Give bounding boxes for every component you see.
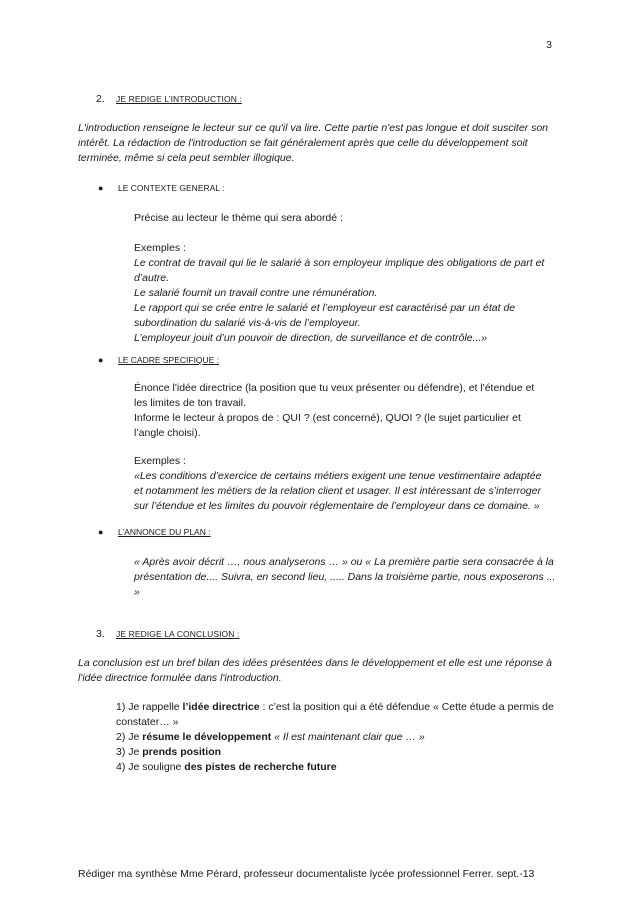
list-item: 1) Je rappelle l’idée directrice : c’est la position qui a été défendue « Cette étude a permis de (116, 701, 554, 713)
contexte-description: Précise au lecteur le thème qui sera abordé : (134, 212, 343, 224)
section-3-title: JE REDIGE LA CONCLUSION : (116, 629, 240, 639)
cadre-examples-label: Exemples : (134, 455, 186, 467)
bullet-icon: ● (98, 527, 104, 537)
example-line: et notamment les métiers de la relation client et usager. Il est intéressant de s’interroger (134, 485, 541, 497)
paragraph-line: l'idée directrice formulée dans l'introduction. (78, 672, 282, 684)
annonce-line: » (134, 586, 140, 598)
paragraph-line: L'introduction renseigne le lecteur sur ce qu'il va lire. Cette partie n'est pas longue et doit susciter son (78, 122, 549, 134)
description-line: l’angle choisi). (134, 427, 201, 439)
description-line: les limites de ton travail. (134, 397, 247, 409)
example-line: L’employeur jouit d’un pouvoir de direction, de surveillance et de contrôle...» (134, 332, 488, 344)
example-line: Le rapport qui se crée entre le salarié et l’employeur est caractérisé par un état de (134, 302, 516, 314)
example-line: subordination du salarié vis-à-vis de l’employeur. (134, 317, 361, 329)
list-item: 2) Je résume le développement « Il est maintenant clair que … » (116, 731, 425, 743)
paragraph-line: intérêt. La rédaction de l'introduction se fait généralement après que celle du développement soit (78, 137, 528, 149)
example-line: Le salarié fournit un travail contre une rémunération. (134, 287, 378, 299)
example-line: d’autre. (134, 272, 170, 284)
section-2-title: JE REDIGE L’INTRODUCTION : (116, 94, 242, 104)
list-item-continuation: constater… » (116, 716, 179, 728)
list-item: 3) Je prends position (116, 746, 222, 758)
conclusion-paragraph (78, 656, 568, 686)
example-line: Le contrat de travail qui lie le salarié à son employeur implique des obligations de part et (134, 257, 545, 269)
conclusion-steps (116, 700, 576, 775)
cadre-description (134, 381, 564, 441)
section-3-number: 3. (96, 628, 105, 640)
section-3-heading (96, 627, 239, 642)
annonce-text (134, 555, 564, 600)
bullet-annonce-plan (98, 525, 211, 540)
paragraph-line: terminée, même si cela peut sembler illogique. (78, 152, 295, 164)
description-line: Informe le lecteur à propos de : QUI ? (est concerné), QUOI ? (le sujet particulier et (134, 412, 521, 424)
introduction-paragraph (78, 121, 568, 166)
bullet-icon: ● (98, 183, 104, 193)
annonce-line: présentation de.... Suivra, en second lieu, ..... Dans la troisième partie, nous exposerons ... (134, 571, 556, 583)
paragraph-line: La conclusion est un bref bilan des idées présentées dans le développement et elle est une réponse à (78, 657, 552, 669)
example-line: sur l’étendue et les limites du pouvoir réglementaire de l’employeur dans ce domaine. » (134, 500, 540, 512)
list-item: 4) Je souligne des pistes de recherche future (116, 761, 337, 773)
cadre-title: LE CADRE SPECIFIQUE : (118, 355, 220, 365)
section-2-heading (96, 92, 242, 107)
cadre-examples (134, 469, 564, 514)
contexte-examples-label: Exemples : (134, 242, 186, 254)
bullet-icon: ● (98, 355, 104, 365)
annonce-line: « Après avoir décrit …, nous analyserons … » ou « La première partie sera consacrée à la (134, 556, 554, 568)
bullet-cadre-specifique (98, 353, 219, 368)
page-number: 3 (546, 39, 552, 51)
section-2-number: 2. (96, 93, 105, 105)
contexte-examples (134, 256, 564, 346)
contexte-title: LE CONTEXTE GENERAL : (118, 183, 225, 193)
page-footer: Rédiger ma synthèse Mme Pérard, professeur documentaliste lycée professionnel Ferrer. sept.-13 (78, 868, 535, 880)
bullet-contexte-general (98, 181, 224, 196)
example-line: «Les conditions d’exercice de certains métiers exigent une tenue vestimentaire adaptée (134, 470, 542, 482)
annonce-title: L’ANNONCE DU PLAN : (118, 527, 211, 537)
description-line: Énonce l'idée directrice (la position que tu veux présenter ou défendre), et l'étendue et (134, 382, 535, 394)
